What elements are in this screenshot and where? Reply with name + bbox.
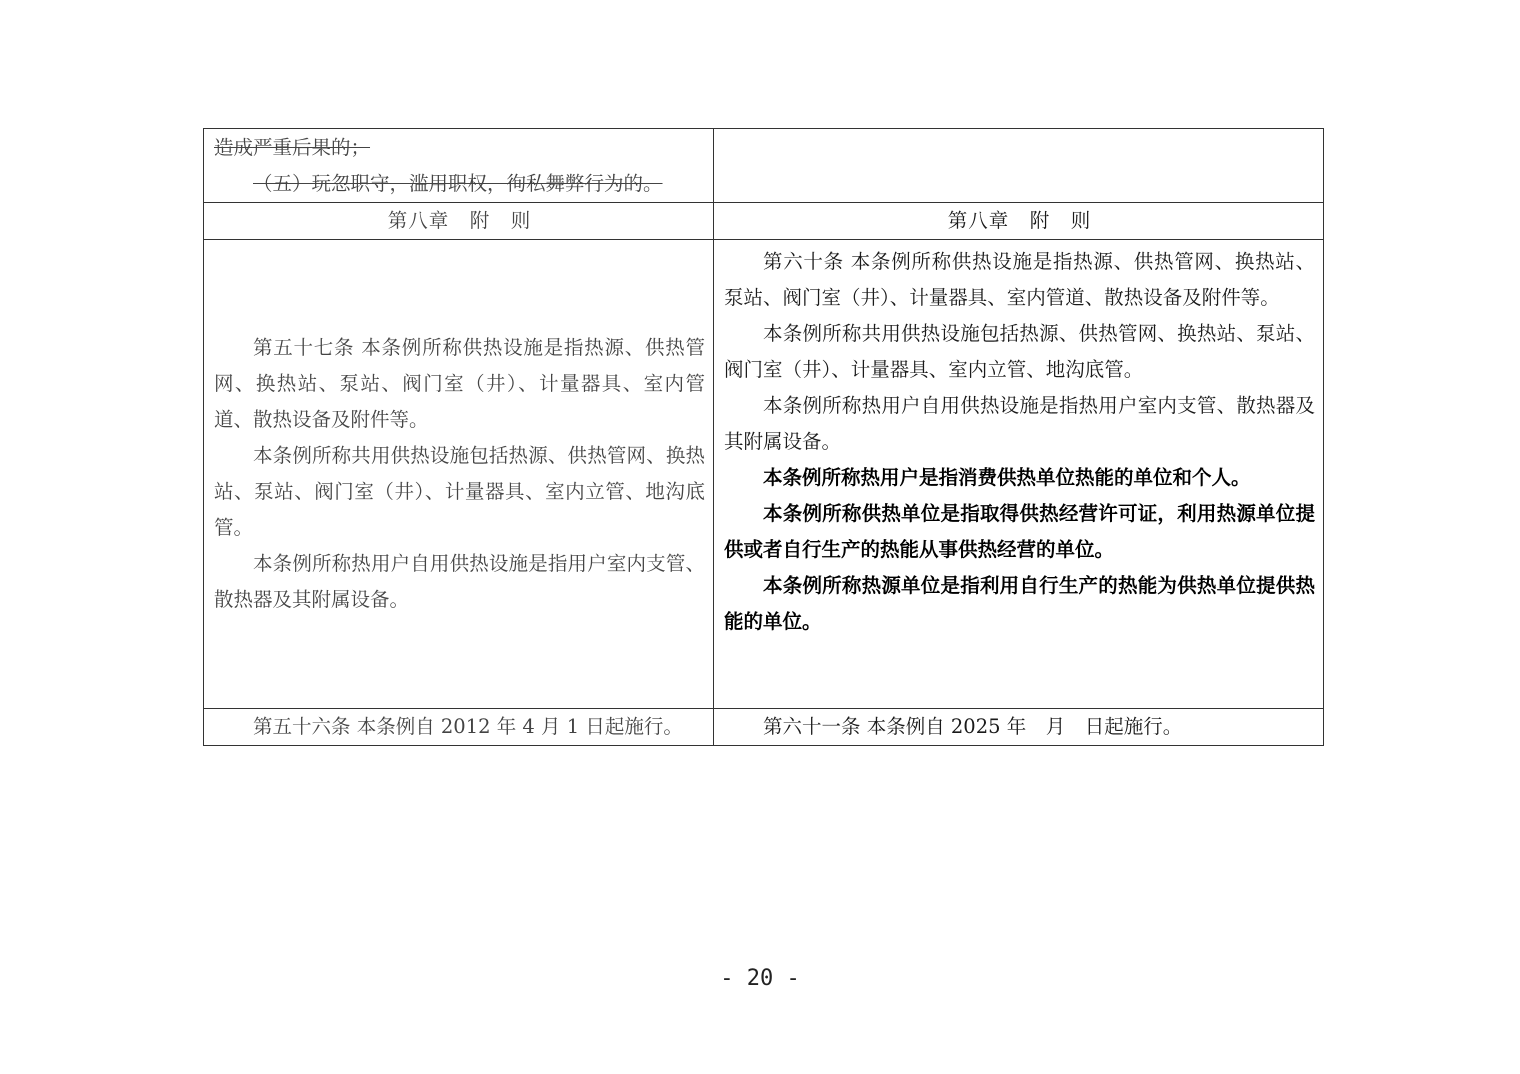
chapter-heading-new xyxy=(714,203,1324,240)
table-row xyxy=(204,709,1324,746)
page-number: - 20 - xyxy=(720,966,800,991)
article-paragraph: 第五十六条 本条例自 2012 年 4 月 1 日起施行。 xyxy=(253,715,683,738)
new-text-cell xyxy=(714,709,1324,746)
old-text-cell xyxy=(204,709,714,746)
new-text-cell xyxy=(714,129,1324,203)
table-row xyxy=(204,129,1324,203)
chapter-row xyxy=(204,203,1324,240)
chapter-heading-old xyxy=(204,203,714,240)
article-paragraph: 第六十条 本条例所称供热设施是指热源、供热管网、换热站、泵站、阀门室（井）、计量器具、室内管道、散热设备及附件等。 xyxy=(724,250,1315,309)
added-paragraph: 本条例所称供热单位是指取得供热经营许可证，利用热源单位提供或者自行生产的热能从事供热经营的单位。 xyxy=(724,502,1315,561)
article-paragraph: 本条例所称共用供热设施包括热源、供热管网、换热站、泵站、阀门室（井）、计量器具、室内立管、地沟底管。 xyxy=(724,322,1315,381)
article-paragraph: 本条例所称共用供热设施包括热源、供热管网、换热站、泵站、阀门室（井）、计量器具、室内立管、地沟底管。 xyxy=(214,444,705,539)
added-paragraph: 本条例所称热源单位是指利用自行生产的热能为供热单位提供热能的单位。 xyxy=(724,574,1315,633)
old-text-cell xyxy=(204,240,714,709)
comparison-table xyxy=(203,128,1324,746)
old-text-cell xyxy=(204,129,714,203)
chapter-title: 第八章 附 则 xyxy=(387,209,532,232)
new-text-cell xyxy=(714,240,1324,709)
deleted-clause-line: （五）玩忽职守，滥用职权，徇私舞弊行为的。 xyxy=(253,172,663,195)
article-paragraph: 本条例所称热用户自用供热设施是指热用户室内支管、散热器及其附属设备。 xyxy=(724,394,1315,453)
table-row xyxy=(204,240,1324,709)
article-paragraph: 本条例所称热用户自用供热设施是指用户室内支管、散热器及其附属设备。 xyxy=(214,552,705,611)
deleted-clause-line: 造成严重后果的； xyxy=(214,136,371,159)
article-paragraph: 第六十一条 本条例自 2025 年 月 日起施行。 xyxy=(763,715,1183,738)
article-paragraph: 第五十七条 本条例所称供热设施是指热源、供热管网、换热站、泵站、阀门室（井）、计量器具、室内管道、散热设备及附件等。 xyxy=(214,336,705,431)
chapter-title: 第八章 附 则 xyxy=(947,209,1092,232)
added-paragraph: 本条例所称热用户是指消费供热单位热能的单位和个人。 xyxy=(763,466,1251,489)
